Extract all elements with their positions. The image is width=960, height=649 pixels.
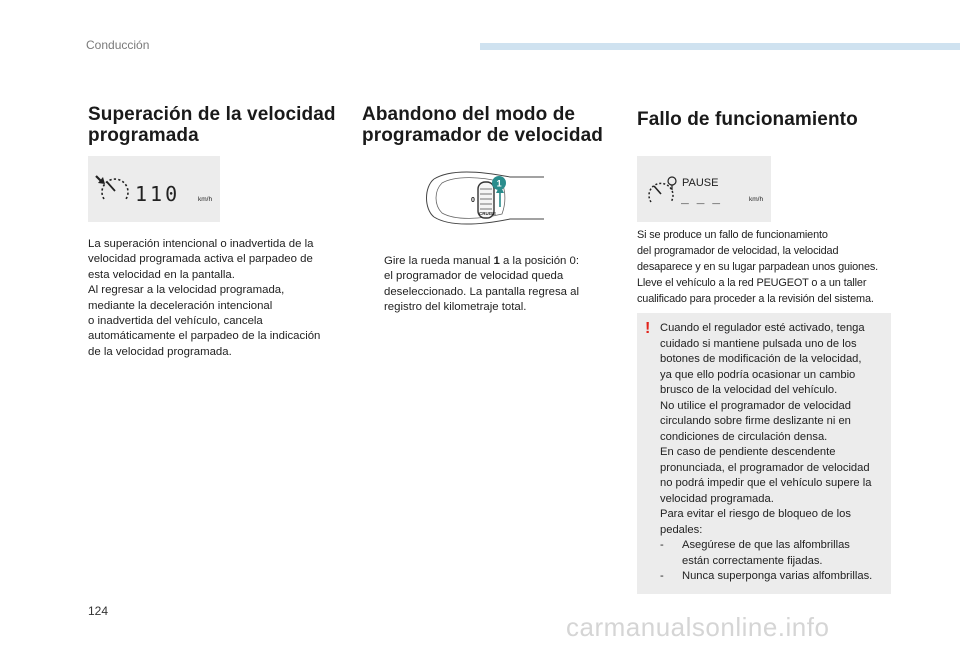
fault-display-panel: [637, 156, 771, 222]
callout-number: 1: [496, 178, 502, 189]
section-header: Conducción: [86, 38, 150, 52]
section-overspeed: [88, 104, 338, 146]
set-speed-value: 110: [135, 182, 181, 206]
cruise-pause-display-icon: [637, 156, 771, 222]
position-zero-label: 0: [471, 197, 475, 204]
overspeed-description: La superación intencional o inadvertida de la velocidad programada activa el parpadeo de esta velocidad en la pantalla. Al regresar a la velocidad programada, mediante la deceleración intencional o inadvertida del vehículo, cancela automáticamente el parpadeo de la indicación de la velocidad programada.: [88, 238, 321, 358]
section-title-malfunction: Fallo de funcionamiento: [637, 109, 858, 130]
section-title-exit-cruise: Abandono del modo de programador de velocidad: [362, 104, 604, 146]
section-exit-cruise: [362, 104, 612, 146]
section-title-overspeed: Superación de la velocidad programada: [88, 104, 336, 146]
speed-unit-label: km/h: [198, 196, 213, 203]
list-item: - Nunca superponga varias alfombrillas.: [660, 570, 873, 582]
cruise-switch-label: CRUISE: [479, 211, 497, 216]
warning-text: Cuando el regulador esté activado, tenga cuidado si mantiene pulsada uno de los botones de modificación de la velocidad, ya que ello podría ocasionar un cambio brusco de la velocidad del vehículo. No utilice el programador de velocidad circulando sobre firme deslizante ni en condiciones de circulación densa. En caso de pendiente descendente pronunciada, el programador de velocidad no podrá impedir que el vehículo supere la velocidad programada. Para evitar el riesgo de bloqueo de los pedales: - Asegúrese de que las alfombrillas están correctamente fijadas. - Nunca superponga varias alfombrillas.: [660, 321, 890, 585]
speed-unit-label: km/h: [749, 196, 764, 203]
section-malfunction: [637, 104, 897, 130]
pause-status-label: PAUSE: [682, 177, 719, 189]
cruise-speedometer-icon: [88, 156, 220, 222]
exit-cruise-instruction: Gire la rueda manual 1 a la posición 0: el programador de velocidad queda deseleccionado. La pantalla regresa al registro del kilometraje total.: [384, 255, 580, 314]
malfunction-description: Si se produce un fallo de funcionamiento del programador de velocidad, la velocidad desaparece y en su lugar parpadean unos guiones. Lleve el vehículo a la red PEUGEOT o a un taller cualificado para proceder a la revisión del sistema.: [637, 229, 879, 305]
speed-display-panel: [88, 156, 220, 222]
header-accent-bar: [480, 43, 960, 50]
watermark: carmanualsonline.info: [566, 612, 830, 642]
page-number: 124: [88, 604, 109, 618]
list-item: - Asegúrese de que las alfombrillas están correctamente fijadas.: [660, 539, 850, 567]
warning-exclamation-icon: !: [645, 320, 651, 337]
speed-dashes: _ _ _: [681, 190, 721, 205]
cruise-stalk-diagram: [422, 165, 552, 236]
